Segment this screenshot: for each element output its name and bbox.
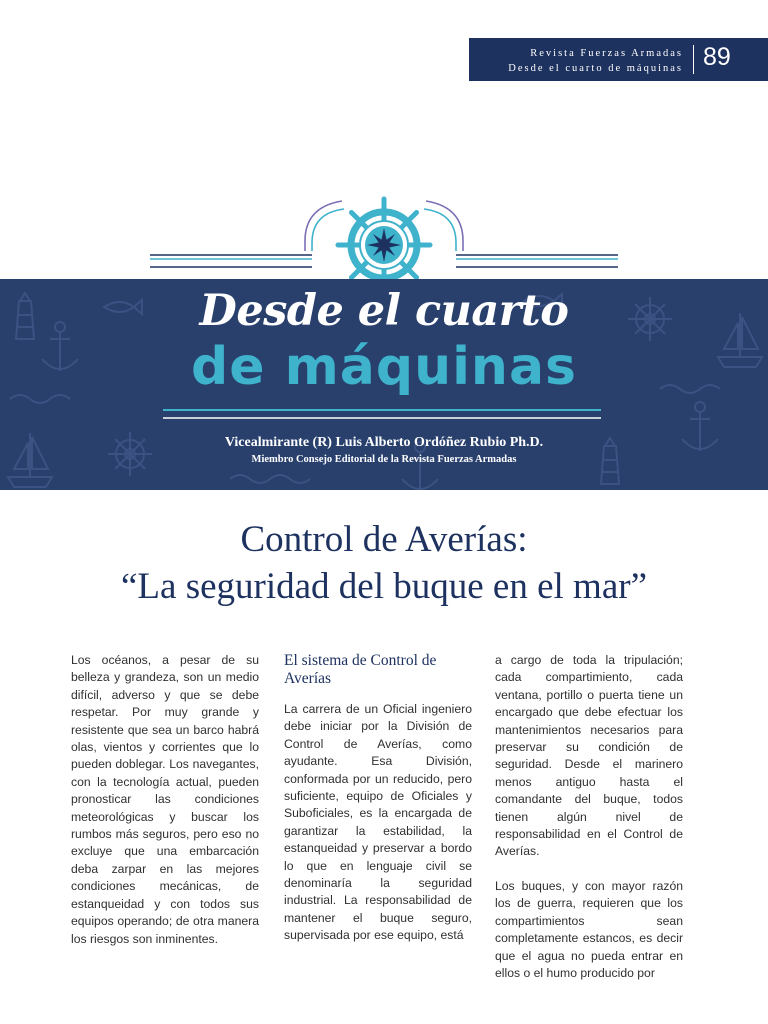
banner-title-line1: Desde el cuarto	[199, 286, 569, 336]
banner-title-line2: de máquinas	[191, 337, 577, 397]
emblem	[150, 185, 618, 285]
article-title	[0, 516, 768, 610]
paragraph: Los océanos, a pesar de su belleza y grandeza, son un medio difícil, adverso y que se debe respetar. Por muy grande y resistente que sea un barco habrá olas, vientos y corrientes que lo pueden doblegar. Los navegantes, con la tecnología actual, pueden pronosticar las condiciones meteorológicas y buscar los rumbos más seguros, pero eso no excluye que una embarcación deba zarpar en las mejores condiciones mecánicas, de estanqueidad y con todos sus equipos operando; de otra manera los riesgos son inminentes.	[71, 653, 259, 946]
paragraph: La carrera de un Oficial ingeniero debe iniciar por la División de Control de Averías, como ayudante. Esa División, conformada por un reducido, pero suficiente, equipo de Oficiales y Suboficiales, es la encargada de garantizar la estabilidad, la estanqueidad y preservar a bordo lo que en lenguaje civil se denominaría la seguridad industrial. La responsabilidad de mantener el buque seguro, supervisada por ese equipo, está	[284, 702, 472, 943]
ship-wheel-icon	[338, 199, 430, 285]
column-1	[71, 652, 259, 965]
article-title-line2: “La seguridad del buque en el mar”	[121, 566, 647, 607]
author-name: Vicealmirante (R) Luis Alberto Ordóñez Rubio Ph.D.	[224, 435, 544, 450]
banner-divider	[163, 408, 601, 422]
column-3	[495, 652, 683, 999]
page-number: 89	[703, 43, 731, 71]
column-2	[284, 701, 472, 962]
section-subhead: El sistema de Control de Averías	[284, 652, 437, 687]
running-head-divider	[693, 45, 694, 74]
paragraph: a cargo de toda la tripulación; cada compartimiento, cada ventana, portillo o puerta tiene un encargado que debe efectuar los mantenimientos necesarios para preservar su condición de seguridad. Desde el marinero menos antiguo hasta el comandante del buque, todos tienen algún nivel de responsabilidad en el Control de Averías.	[495, 653, 683, 859]
paragraph: Los buques, y con mayor razón los de guerra, requieren que los compartimientos sean completamente estancos, es decir que el agua no pueda entrar en ellos o el humo producido por	[495, 878, 683, 980]
section-name: Desde el cuarto de máquinas	[508, 63, 683, 74]
running-head	[469, 38, 768, 81]
article-title-line1: Control de Averías:	[240, 519, 528, 560]
magazine-name: Revista Fuerzas Armadas	[530, 48, 683, 59]
author-role: Miembro Consejo Editorial de la Revista Fuerzas Armadas	[251, 454, 517, 465]
